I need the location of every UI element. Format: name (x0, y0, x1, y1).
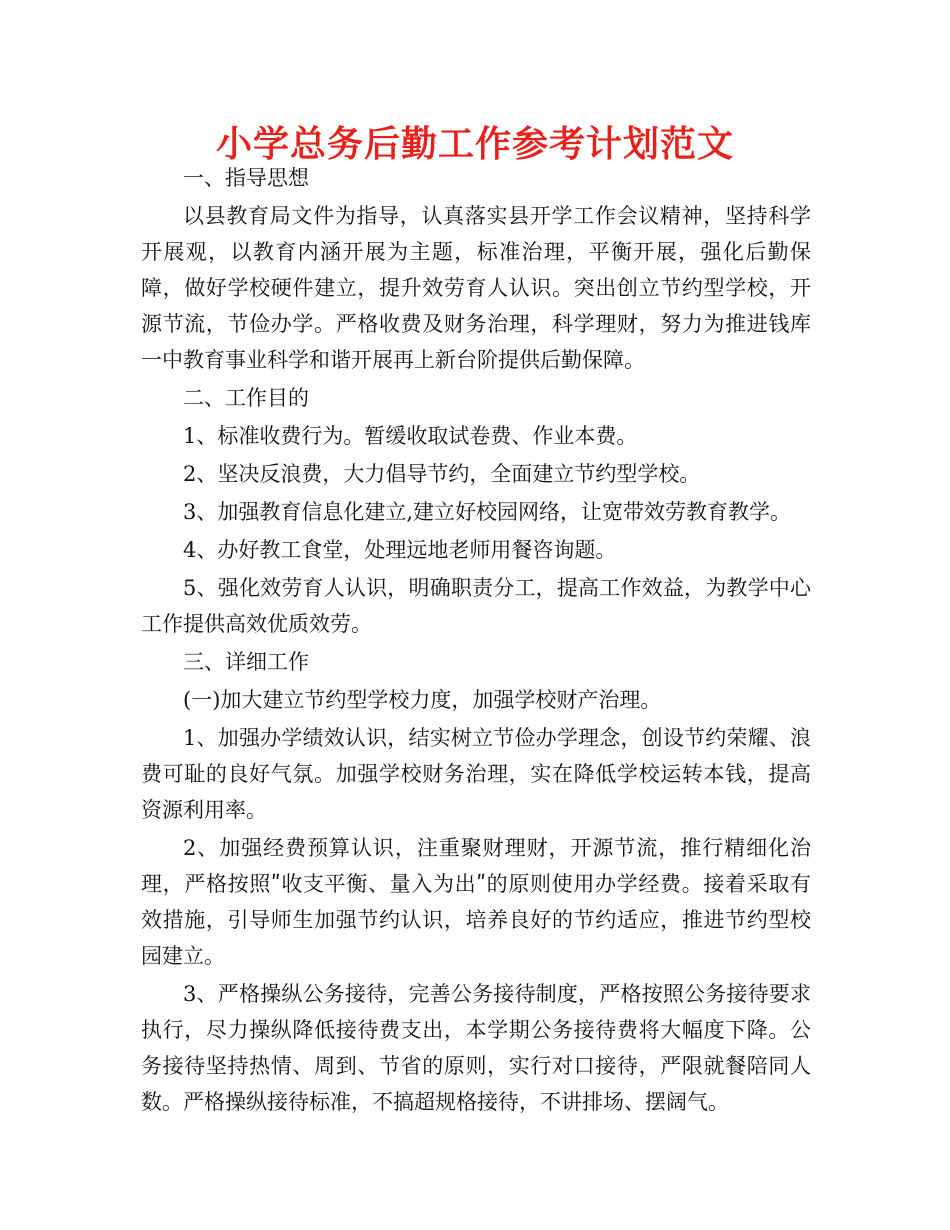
detail-item-1: 1、加强办学绩效认识，结实树立节俭办学理念，创设节约荣耀、浪费可耻的良好气氛。加强学校财务治理，实在降低学校运转本钱，提高资源利用率。 (141, 726, 811, 822)
section-heading-work-goals: 二、工作目的 (183, 386, 309, 410)
section-heading-guiding-thought: 一、指导思想 (183, 166, 309, 190)
detail-item-2: 2、加强经费预算认识，注重聚财理财，开源节流，推行精细化治理，严格按照ʺ收支平衡、量入为出ʺ的原则使用办学经费。接着采取有效措施，引导师生加强节约认识，培养良好的节约适应，推进节约型校园建立。 (141, 836, 811, 968)
goal-item-3: 3、加强教育信息化建立,建立好校园网络，让宽带效劳教育教学。 (183, 500, 792, 524)
goal-item-1: 1、标准收费行为。暂缓收取试卷费、作业本费。 (183, 424, 638, 448)
document-title: 小学总务后勤工作参考计划范文 (215, 124, 734, 165)
detail-item-3: 3、严格操纵公务接待，完善公务接待制度，严格按照公务接待要求执行，尽力操纵降低接待费支出，本学期公务接待费将大幅度下降。公务接待坚持热情、周到、节省的原则，实行对口接待，严限就餐陪同人数。严格操纵接待标准，不搞超规格接待，不讲排场、摆阔气。 (141, 982, 811, 1114)
paragraph-guiding-thought: 以县教育局文件为指导，认真落实县开学工作会议精神，坚持科学开展观，以教育内涵开展为主题，标准治理，平衡开展，强化后勤保障，做好学校硬件建立，提升效劳育人认识。突出创立节约型学校，开源节流，节俭办学。严格收费及财务治理，科学理财，努力为推进钱库一中教育事业科学和谐开展再上新台阶提供后勤保障。 (141, 204, 811, 372)
subsection-heading-1: (一)加大建立节约型学校力度，加强学校财产治理。 (183, 688, 662, 712)
goal-item-5: 5、强化效劳育人认识，明确职责分工，提高工作效益，为教学中心工作提供高效优质效劳。 (141, 576, 811, 636)
document-body (141, 160, 811, 1122)
section-heading-detailed-work: 三、详细工作 (183, 650, 309, 674)
goal-item-4: 4、办好教工食堂，处理远地老师用餐咨询题。 (183, 538, 617, 562)
goal-item-2: 2、坚决反浪费，大力倡导节约，全面建立节约型学校。 (183, 462, 701, 486)
